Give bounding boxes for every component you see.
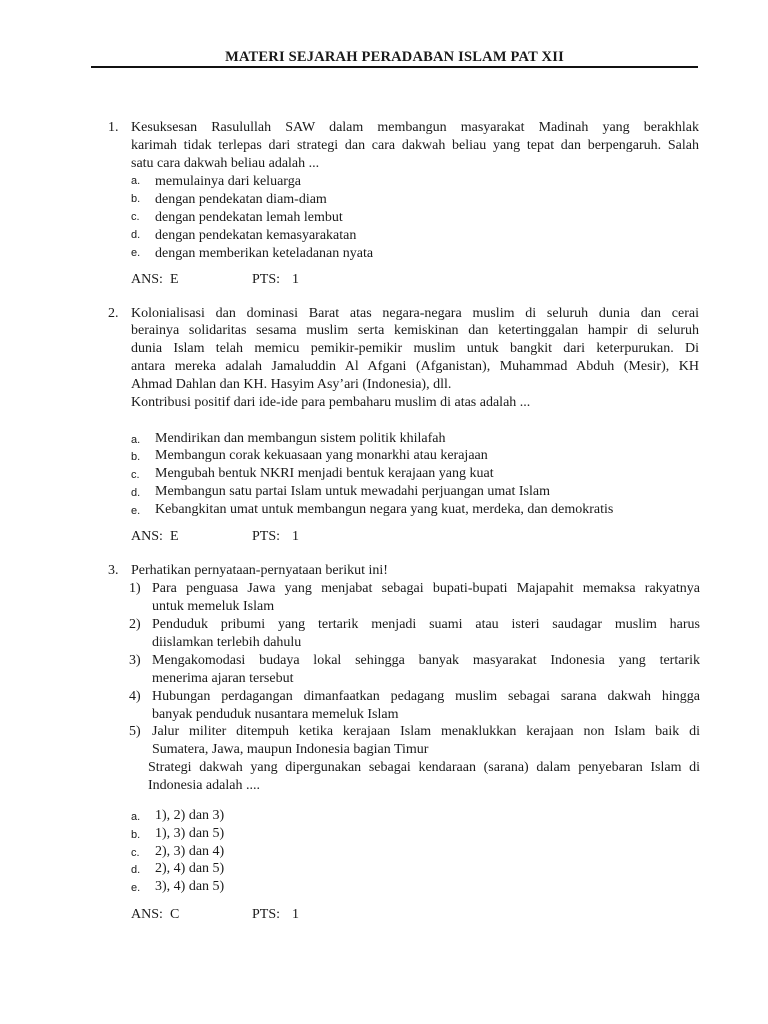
statement-text-line: Jalur militer ditempuh ketika kerajaan Islam menaklukkan kerajaan non Islam baik di xyxy=(152,724,700,739)
statement-number: 3) xyxy=(129,653,141,668)
page-title: MATERI SEJARAH PERADABAN ISLAM PAT XII xyxy=(225,49,564,65)
option-letter: a. xyxy=(131,811,141,823)
option-letter: c. xyxy=(131,211,140,223)
option-letter: d. xyxy=(131,487,141,499)
points-value: 1 xyxy=(292,529,299,544)
statement-text-line: Para penguasa Jawa yang menjabat sebagai bupati-bupati Majapahit memaksa rakyatnya xyxy=(152,581,700,596)
option-text: Mendirikan dan membangun sistem politik khilafah xyxy=(155,431,446,446)
statement-number: 1) xyxy=(129,581,141,596)
option-letter: a. xyxy=(131,434,141,446)
question-text-line: antara mereka adalah Jamaluddin Al Afgani (Afganistan), Muhammad Abduh (Mesir), KH xyxy=(131,359,699,374)
option-text: dengan memberikan keteladanan nyata xyxy=(155,246,374,261)
question-text-line: karimah tidak terlepas dari strategi dan cara dakwah beliau yang tepat dan berpengaruh. Salah xyxy=(131,138,699,153)
option-text: dengan pendekatan diam-diam xyxy=(155,192,327,207)
option-text: Membangun satu partai Islam untuk mewadahi perjuangan umat Islam xyxy=(155,484,551,499)
answer-label: ANS: xyxy=(131,529,163,544)
option-letter: d. xyxy=(131,864,141,876)
statement-text-line: menerima ajaran tersebut xyxy=(152,671,294,686)
statement-text-line: Hubungan perdagangan dimanfaatkan pedagang muslim sebagai sarana dakwah hingga xyxy=(152,689,700,704)
option-letter: d. xyxy=(131,229,141,241)
question-text-line: dunia Islam telah memicu pemikir-pemikir muslim untuk bangkit dari keterpurukan. Di xyxy=(131,341,699,356)
option-letter: c. xyxy=(131,847,140,859)
option-text: 2), 3) dan 4) xyxy=(155,844,225,859)
statement-number: 5) xyxy=(129,724,141,739)
question-intro: Perhatikan pernyataan-pernyataan berikut ini! xyxy=(131,563,388,578)
option-letter: e. xyxy=(131,882,141,894)
question-text-line: satu cara dakwah beliau adalah ... xyxy=(131,156,320,171)
statement-text-line: banyak penduduk nusantara memeluk Islam xyxy=(152,707,399,722)
answer-label: ANS: xyxy=(131,907,163,922)
statement-number: 2) xyxy=(129,617,141,632)
option-text: Membangun corak kekuasaan yang monarkhi atau kerajaan xyxy=(155,448,488,463)
statement-text-line: Mengakomodasi budaya lokal sehingga banyak masyarakat Indonesia yang tertarik xyxy=(152,653,700,668)
statement-text-line: Penduduk pribumi yang tertarik menjadi suami atau isteri saudagar muslim harus xyxy=(152,617,700,632)
answer-value: E xyxy=(170,272,179,287)
points-value: 1 xyxy=(292,272,299,287)
points-label: PTS: xyxy=(252,272,281,287)
option-letter: e. xyxy=(131,247,141,259)
option-text: Kebangkitan umat untuk membangun negara yang kuat, merdeka, dan demokratis xyxy=(155,502,614,517)
option-text: 1), 3) dan 5) xyxy=(155,826,225,841)
option-letter: e. xyxy=(131,505,141,517)
option-letter: b. xyxy=(131,193,141,205)
statement-text-line: Sumatera, Jawa, maupun Indonesia bagian Timur xyxy=(152,742,429,757)
question-number: 1. xyxy=(108,120,119,135)
title-divider xyxy=(91,66,698,68)
option-text: 1), 2) dan 3) xyxy=(155,808,225,823)
question-text-line: Kontribusi positif dari ide-ide para pembaharu muslim di atas adalah ... xyxy=(131,395,531,410)
question-text-line: Kesuksesan Rasulullah SAW dalam membangun masyarakat Madinah yang berakhlak xyxy=(131,120,699,135)
question-text-line: Strategi dakwah yang dipergunakan sebagai kendaraan (sarana) dalam penyebaran Islam di xyxy=(148,760,700,775)
answer-label: ANS: xyxy=(131,272,163,287)
option-text: dengan pendekatan lemah lembut xyxy=(155,210,343,225)
question-text-line: Ahmad Dahlan dan KH. Hasyim Asy’ari (Indonesia), dll. xyxy=(131,377,452,392)
option-text: Mengubah bentuk NKRI menjadi bentuk kerajaan yang kuat xyxy=(155,466,494,481)
points-value: 1 xyxy=(292,907,299,922)
option-text: dengan pendekatan kemasyarakatan xyxy=(155,228,357,243)
question-text-line: berainya solidaritas sesama muslim serta kemiskinan dan ketertinggalan hampir di seluruh xyxy=(131,323,699,338)
question-number: 2. xyxy=(108,306,119,321)
points-label: PTS: xyxy=(252,529,281,544)
statement-text-line: diislamkan terlebih dahulu xyxy=(152,635,302,650)
option-text: 2), 4) dan 5) xyxy=(155,861,225,876)
question-number: 3. xyxy=(108,563,119,578)
option-letter: b. xyxy=(131,829,141,841)
answer-value: C xyxy=(170,907,180,922)
option-letter: a. xyxy=(131,175,141,187)
points-label: PTS: xyxy=(252,907,281,922)
answer-value: E xyxy=(170,529,179,544)
option-text: memulainya dari keluarga xyxy=(155,174,301,189)
option-text: 3), 4) dan 5) xyxy=(155,879,225,894)
statement-text-line: untuk memeluk Islam xyxy=(152,599,275,614)
option-letter: c. xyxy=(131,469,140,481)
option-letter: b. xyxy=(131,451,141,463)
question-text-line: Kolonialisasi dan dominasi Barat atas negara-negara muslim di seluruh dunia dan cerai xyxy=(131,306,699,321)
statement-number: 4) xyxy=(129,689,141,704)
question-text-line: Indonesia adalah .... xyxy=(148,778,260,793)
